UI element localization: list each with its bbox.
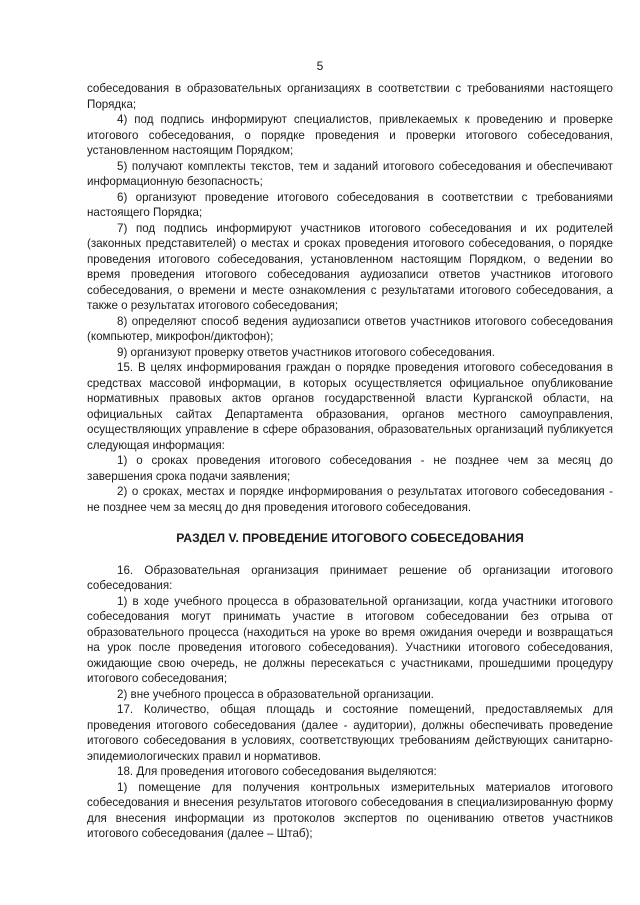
document-body xyxy=(87,81,613,842)
paragraph: 2) о сроках, местах и порядке информирования о результатах итогового собеседования - не позднее чем за месяц до дня проведения итогового собеседования. xyxy=(87,485,613,514)
page-number: 5 xyxy=(316,59,324,73)
paragraph: 9) организуют проверку ответов участников итогового собеседования. xyxy=(117,345,495,359)
paragraph: 1) в ходе учебного процесса в образовательной организации, когда участники итогового собеседования могут принимать участие в итоговом собеседовании без отрыва от образовательного процесса (находиться на уроке во время ожидания очереди и возвращаться на урок после проведения итогового собеседования). Участники итогового собеседования, ожидающие свою очередь, не должны пересекаться с участниками, прошедшими процедуру итогового собеседования; xyxy=(87,594,613,685)
paragraph: собеседования в образовательных организациях в соответствии с требованиями настоящего Порядка; xyxy=(87,82,613,111)
paragraph: 2) вне учебного процесса в образовательной организации. xyxy=(117,687,434,701)
paragraph: 1) о сроках проведения итогового собеседования - не позднее чем за месяц до завершения срока подачи заявления; xyxy=(87,454,613,483)
paragraph: 1) помещение для получения контрольных измерительных материалов итогового собеседования и внесения результатов итогового собеседования в специализированную форму для внесения информации из протоколов экспертов по оцениванию ответов участников итогового собеседования (далее – Штаб); xyxy=(87,780,613,840)
paragraph: 18. Для проведения итогового собеседования выделяются: xyxy=(117,765,437,778)
paragraph: 17. Количество, общая площадь и состояние помещений, предоставляемых для проведения итогового собеседования (далее - аудитории), должны обеспечивать проведение итогового собеседования в условиях, соответствующих требованиям действующих санитарно-эпидемиологических правил и нормативов. xyxy=(87,703,613,763)
paragraph: 7) под подпись информируют участников итогового собеседования и их родителей (законных представителей) о местах и сроках проведения итогового собеседования, о порядке проведения итогового собеседования, установленном настоящим Порядком, о ведении во время проведения итогового собеседования аудиозаписи ответов участников итогового собеседования, о времени и месте ознакомления с результатами итогового собеседования, а также о результатах итогового собеседования; xyxy=(87,221,613,312)
paragraph: 5) получают комплекты текстов, тем и заданий итогового собеседования и обеспечивают информационную безопасность; xyxy=(87,159,613,188)
paragraph: 8) определяют способ ведения аудиозаписи ответов участников итогового собеседования (компьютер, микрофон/диктофон); xyxy=(87,314,613,343)
paragraph: 4) под подпись информируют специалистов, привлекаемых к проведению и проверке итогового собеседования, о порядке проведения и проверки итогового собеседования, установленном настоящим Порядком; xyxy=(87,113,613,157)
section-heading: РАЗДЕЛ V. ПРОВЕДЕНИЕ ИТОГОВОГО СОБЕСЕДОВАНИЯ xyxy=(176,531,524,545)
paragraph: 16. Образовательная организация принимает решение об организации итогового собеседования: xyxy=(87,563,613,592)
paragraph: 15. В целях информирования граждан о порядке проведения итогового собеседования в средствах массовой информации, в которых осуществляется официальное опубликование нормативных правовых актов органов государственной власти Курганской области, на официальных сайтах Департамента образования, органов местного самоуправления, осуществляющих управление в сфере образования, образовательных организаций публикуется следующая информация: xyxy=(87,361,613,452)
paragraph: 6) организуют проведение итогового собеседования в соответствии с требованиями настоящего Порядка; xyxy=(87,190,613,219)
